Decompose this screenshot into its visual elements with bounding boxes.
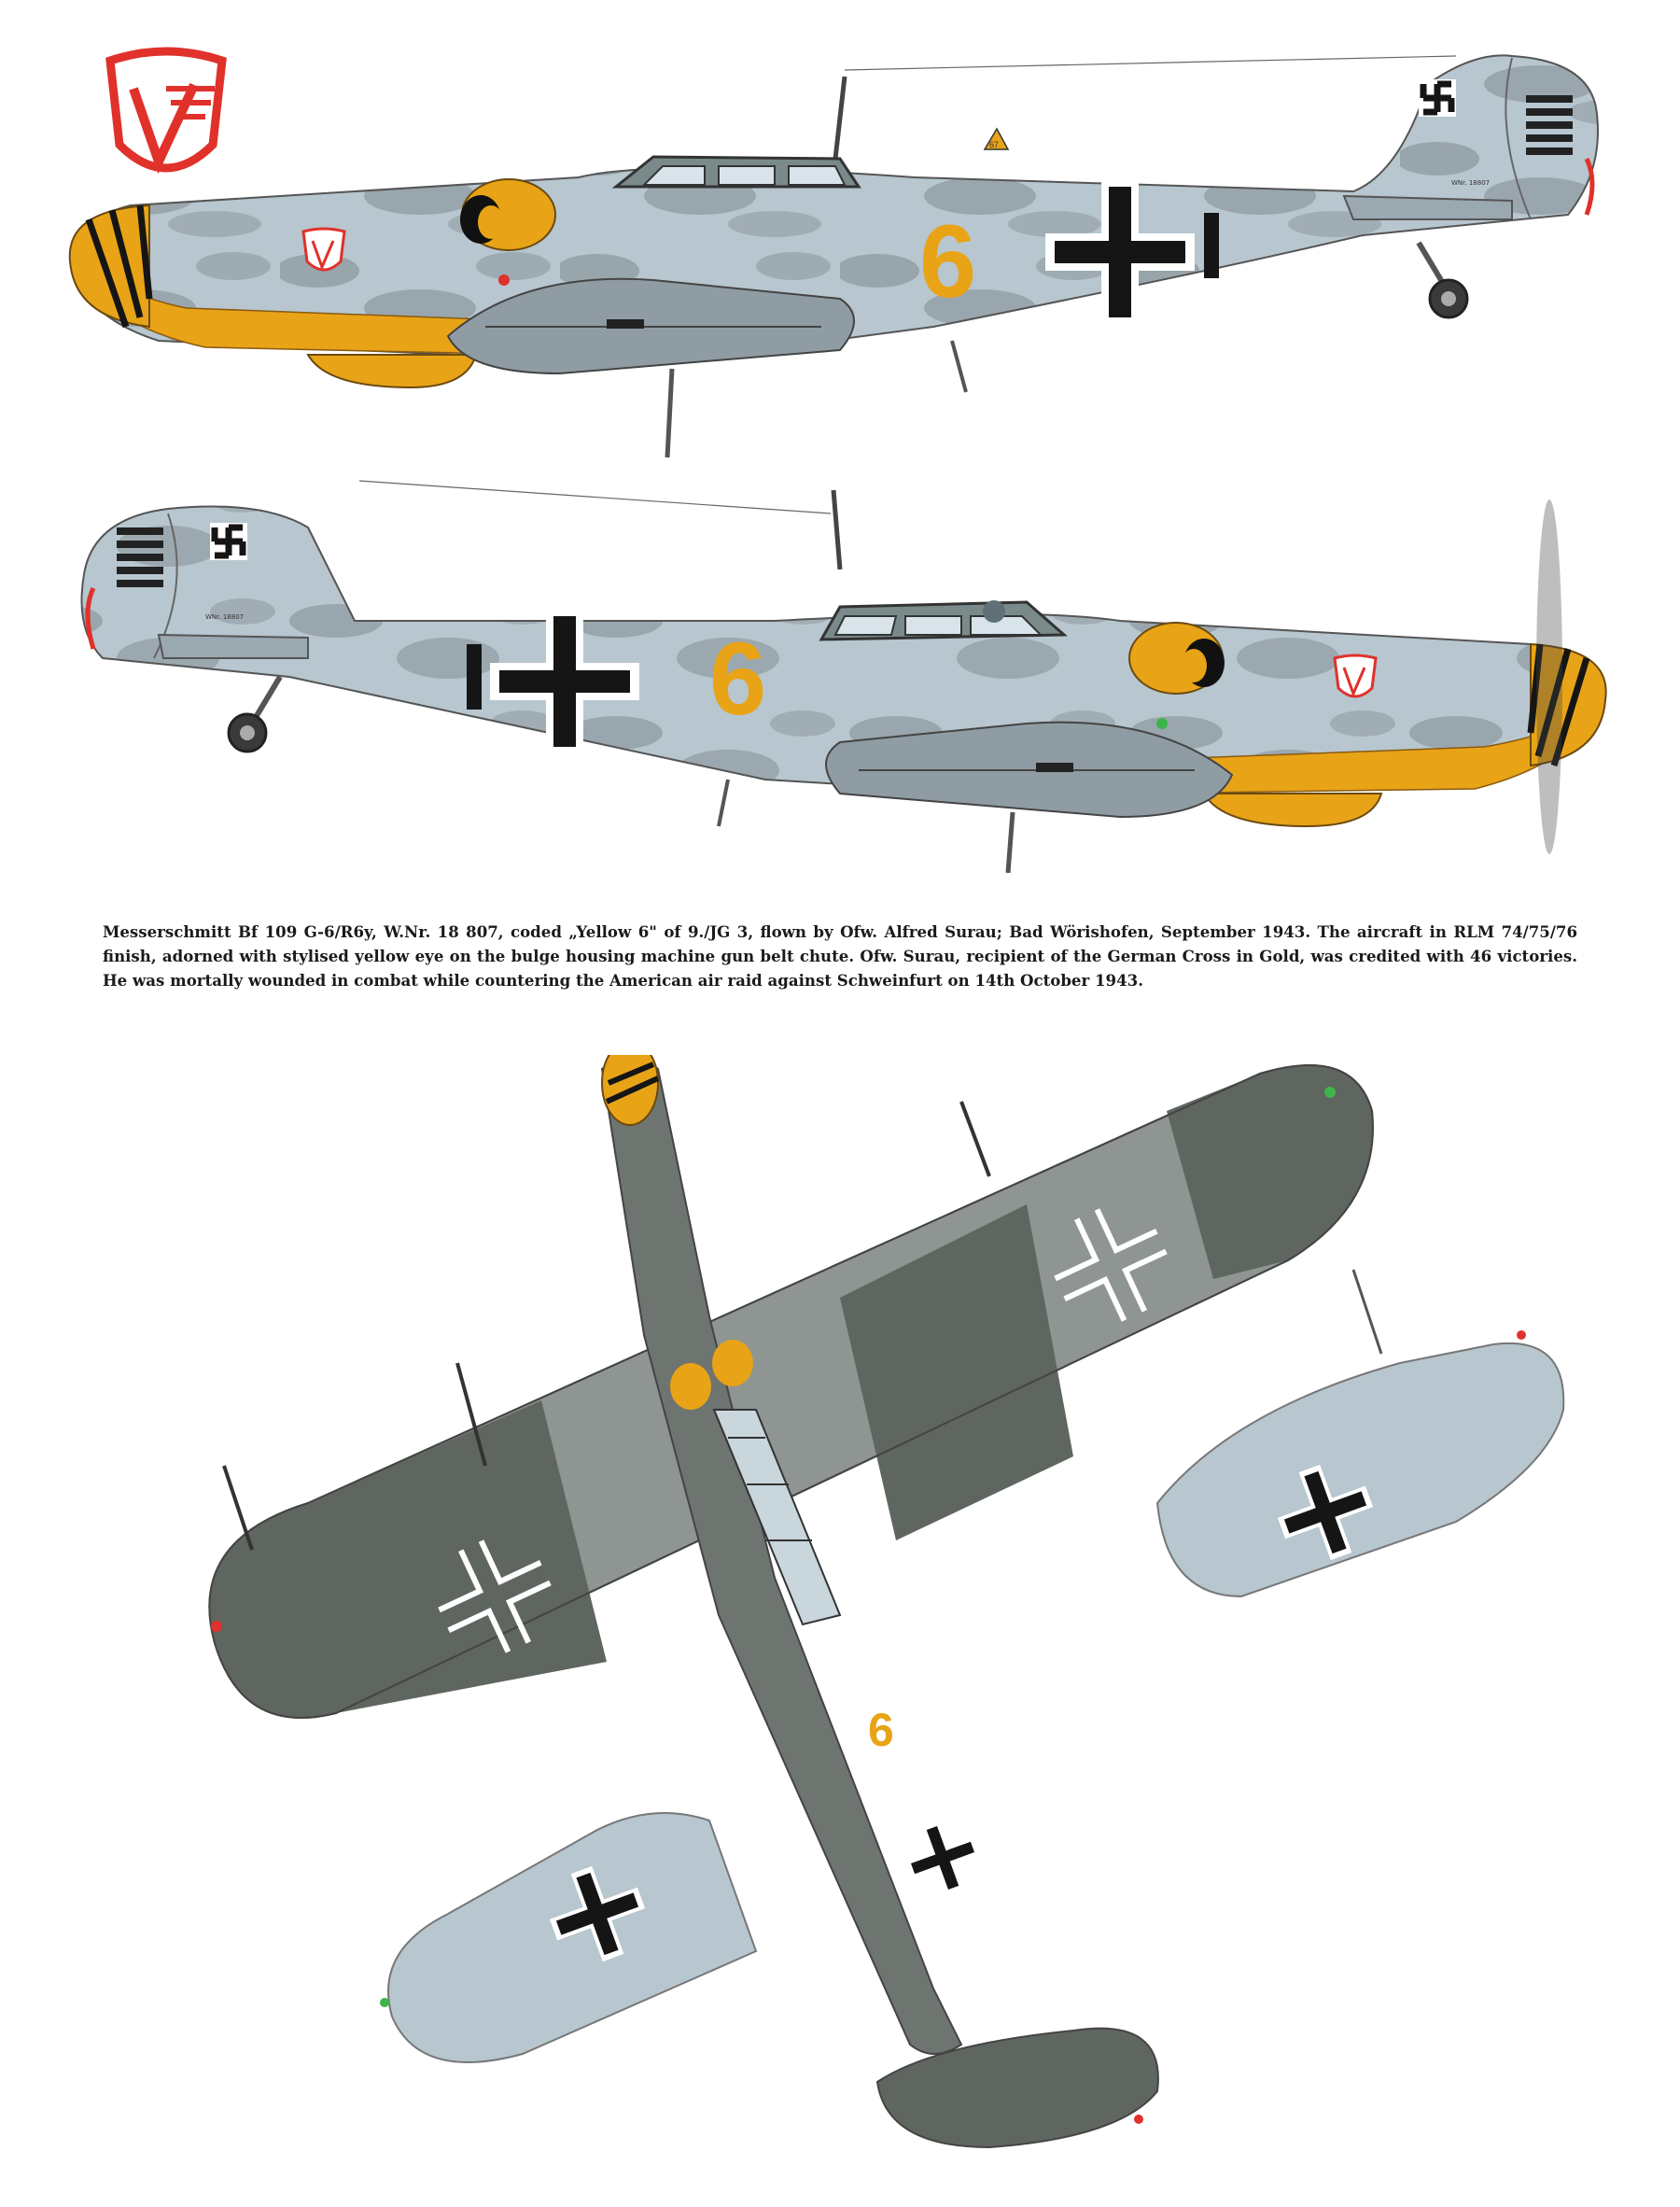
cowling-unit-badge-icon [303, 229, 344, 270]
aircraft-caption: Messerschmitt Bf 109 G-6/R6y, W.Nr. 18 807, coded „Yellow 6" of 9./JG 3, flown by Ofw. Alfred Surau; Bad Wörishofen, September 1943. The aircraft in RLM 74/75/76 finish, adorned with stylised yellow eye on the bulge housing machine gun belt chute. Ofw. Surau, recipient of the German Cross in Gold, was credited with 46 victories. He was mortally wounded in combat while countering the American air raid against Schweinfurt on 14th October 1943. [103, 922, 1577, 990]
jg3-udet-badge-icon [110, 51, 222, 168]
werknummer-stencil: WNr. 18807 [1451, 179, 1491, 187]
fuselage-code-numeral: 6 [709, 622, 767, 737]
port-side-profile [0, 19, 1680, 476]
starboard-side-profile [0, 471, 1680, 873]
gruppe-bar-marking [467, 644, 482, 710]
yellow-eye-icon [1129, 623, 1225, 694]
tail-swastika-icon [1419, 79, 1456, 117]
top-plan-view [0, 1055, 1680, 2207]
fuselage-code-numeral: 6 [919, 204, 977, 319]
yellow-eye-icon [460, 179, 555, 250]
cowling-unit-badge-icon [1335, 655, 1376, 696]
werknummer-stencil: WNr. 18807 [205, 613, 245, 621]
balkenkreuz-icon [895, 1810, 991, 1906]
gruppe-bar-marking [1204, 213, 1219, 278]
fuselage-code-numeral: 6 [868, 1704, 894, 1756]
tail-swastika-icon [210, 523, 247, 560]
fuel-triangle-number: 67 [989, 140, 1000, 149]
